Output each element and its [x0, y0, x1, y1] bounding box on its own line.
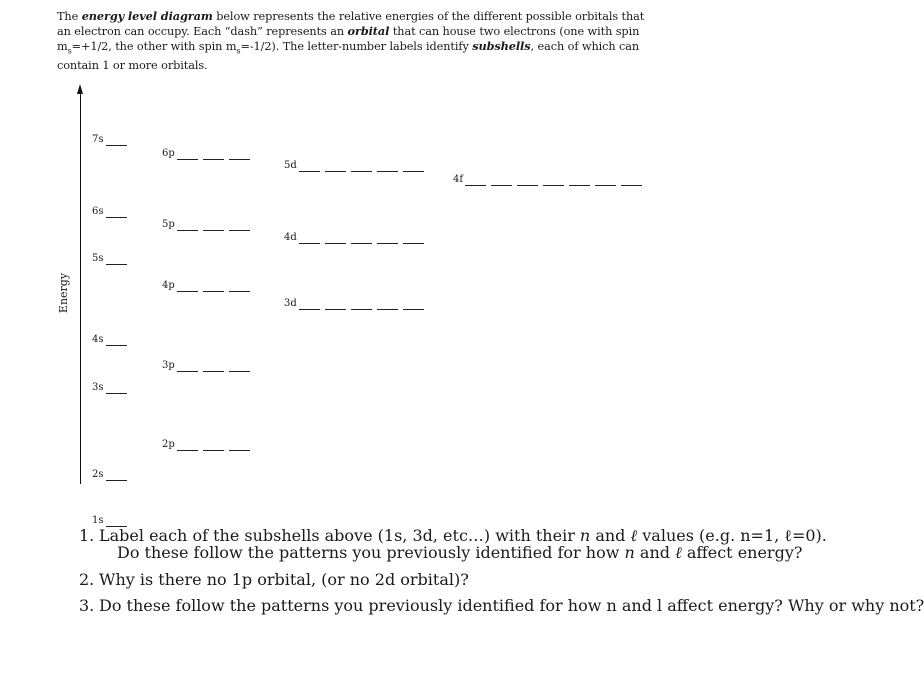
orbital-dash	[377, 235, 398, 244]
orbital-dash	[325, 235, 346, 244]
intro-text: The	[57, 10, 82, 23]
energy-axis	[80, 93, 81, 484]
intro-text: below represents the relative energies of the different possible orbitals that an electron can occupy. Each “dash” represents an	[57, 10, 645, 39]
orbital-dash	[203, 283, 224, 292]
orbital-dash	[203, 222, 224, 231]
orbital-dash	[325, 301, 346, 310]
orbital-dash	[325, 163, 346, 172]
orbital-dash	[229, 151, 250, 160]
subshell-label: 5p	[162, 219, 175, 230]
orbital-dash	[299, 163, 320, 172]
orbital-dash	[106, 385, 127, 394]
level-5d	[284, 160, 424, 172]
level-6p	[162, 148, 250, 160]
intro-paragraph	[57, 9, 657, 73]
subshell-label: 4p	[162, 280, 175, 291]
orbital-dash	[177, 363, 198, 372]
question-number: 2.	[79, 570, 95, 589]
orbital-dash	[177, 151, 198, 160]
orbital-dash	[569, 177, 590, 186]
orbital-dash	[377, 301, 398, 310]
orbital-dash	[229, 283, 250, 292]
orbital-dash	[203, 151, 224, 160]
question-text: Do these follow the patterns you previously identified for how n and l affect energy? Why or why not?	[99, 596, 924, 615]
symbol-l: ℓ	[630, 526, 638, 545]
question-text: Why is there no 1p orbital, (or no 2d orbital)?	[99, 570, 469, 589]
intro-text: =+1/2, the other with spin m	[71, 40, 237, 54]
orbital-dash	[203, 363, 224, 372]
symbol-l: ℓ	[675, 543, 682, 562]
subscript: s	[67, 46, 72, 56]
subshell-label: 5s	[92, 253, 104, 264]
question-text: Label each of the subshells above (1s, 3d, etc…) with their	[99, 526, 580, 545]
question-number: 3.	[79, 596, 95, 615]
level-2s	[92, 469, 127, 481]
orbital-dash	[203, 442, 224, 451]
term-orbital: orbital	[347, 24, 390, 39]
orbital-dash	[491, 177, 512, 186]
question-number: 1.	[79, 526, 95, 545]
question-text: and	[590, 526, 631, 545]
subshell-label: 4s	[92, 334, 104, 345]
subshell-label: 4f	[453, 174, 464, 185]
level-4f	[453, 174, 642, 186]
orbital-dash	[106, 209, 127, 218]
orbital-dash	[351, 301, 372, 310]
orbital-dash	[177, 442, 198, 451]
question-3	[79, 596, 924, 615]
orbital-dash	[106, 337, 127, 346]
orbital-dash	[106, 256, 127, 265]
level-6s	[92, 206, 127, 218]
level-4p	[162, 280, 250, 292]
orbital-dash	[177, 283, 198, 292]
subshell-label: 3d	[284, 298, 297, 309]
subshell-label: 6s	[92, 206, 104, 217]
orbital-dash	[229, 222, 250, 231]
orbital-dash	[595, 177, 616, 186]
orbital-dash	[106, 137, 127, 146]
orbital-dash	[403, 163, 424, 172]
subshell-label: 3s	[92, 382, 104, 393]
orbital-dash	[229, 363, 250, 372]
level-4s	[92, 334, 127, 346]
question-text: affect energy?	[681, 543, 803, 562]
subshell-label: 4d	[284, 232, 297, 243]
symbol-n: n	[624, 543, 635, 562]
orbital-dash	[351, 235, 372, 244]
question-1-followup	[117, 543, 802, 563]
orbital-dash	[465, 177, 486, 186]
subshell-label: 1s	[92, 515, 104, 526]
level-5p	[162, 219, 250, 231]
subshell-label: 7s	[92, 134, 104, 145]
orbital-dash	[229, 442, 250, 451]
question-text: and	[634, 543, 676, 562]
term-subshells: subshells	[472, 39, 531, 54]
orbital-dash	[299, 235, 320, 244]
question-2	[79, 570, 469, 589]
orbital-dash	[403, 235, 424, 244]
level-7s	[92, 134, 127, 146]
symbol-n: n	[579, 526, 591, 545]
level-5s	[92, 253, 127, 265]
question-text: Do these follow the patterns you previously identified for how	[117, 543, 625, 562]
orbital-dash	[403, 301, 424, 310]
term-energy-level-diagram: energy level diagram	[81, 9, 213, 23]
intro-text: =-1/2). The letter-number labels identify	[240, 40, 473, 54]
energy-axis-label: Energy	[57, 272, 70, 314]
level-4d	[284, 232, 424, 244]
intro-text: , each of which can contain 1 or more orbitals.	[57, 40, 640, 72]
level-3s	[92, 382, 127, 394]
level-2p	[162, 439, 250, 451]
orbital-dash	[177, 222, 198, 231]
intro-text: that can house two electrons (one with spin m	[57, 25, 640, 54]
orbital-dash	[621, 177, 642, 186]
orbital-dash	[106, 472, 127, 481]
orbital-dash	[543, 177, 564, 186]
orbital-dash	[377, 163, 398, 172]
subshell-label: 2s	[92, 469, 104, 480]
orbital-dash	[517, 177, 538, 186]
subshell-label: 6p	[162, 148, 175, 159]
subscript: s	[236, 46, 241, 56]
question-text: values (e.g. n=1, ℓ=0).	[637, 526, 827, 545]
orbital-dash	[351, 163, 372, 172]
level-3p	[162, 360, 250, 372]
orbital-dash	[299, 301, 320, 310]
level-3d	[284, 298, 424, 310]
subshell-label: 2p	[162, 439, 175, 450]
subshell-label: 5d	[284, 160, 297, 171]
subshell-label: 3p	[162, 360, 175, 371]
